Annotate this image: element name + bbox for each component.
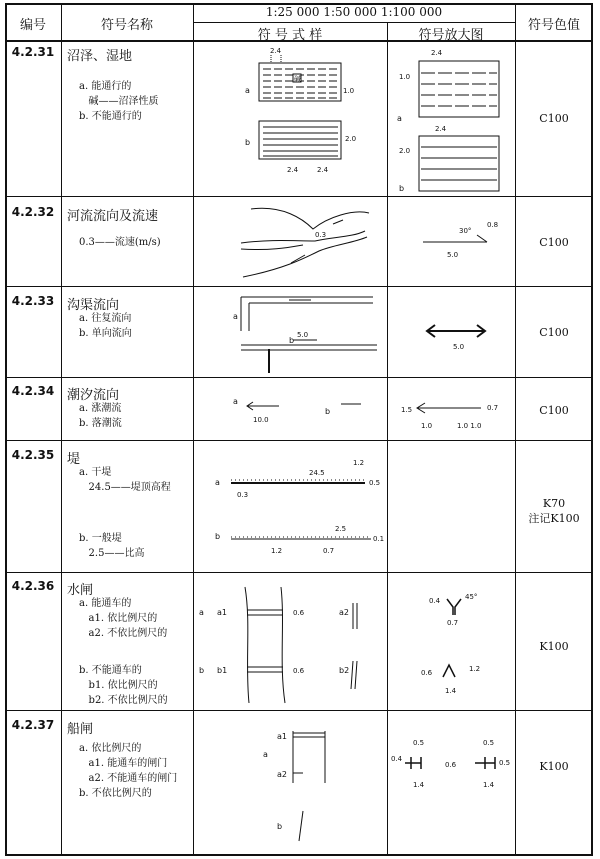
dim-label: 45° — [465, 593, 478, 601]
variant-label-b: b — [325, 407, 331, 416]
row-color: C100 — [539, 112, 569, 125]
dim-label: 0.5 — [369, 479, 381, 487]
dim-label: 2.0 — [345, 135, 357, 143]
ditch-flow-symbol — [193, 287, 387, 377]
header-style: 符 号 式 样 — [257, 28, 323, 43]
row-name: 船闸 — [67, 722, 94, 737]
row-code: 4.2.33 — [11, 294, 55, 308]
variant-label-a2: a2 — [277, 770, 287, 779]
row-color: C100 — [539, 404, 569, 417]
elevation-label: 24.5 — [309, 469, 325, 477]
river-flow-detail — [387, 197, 515, 286]
dim-label: 0.1 — [373, 535, 385, 543]
variant-label-a: a — [245, 86, 250, 95]
variant-label-a: a — [199, 608, 204, 617]
variant-label-b: b — [277, 822, 283, 831]
header-name: 符号名称 — [100, 18, 153, 33]
row-color: K100 — [539, 640, 569, 653]
dim-label: 0.6 — [421, 669, 433, 677]
variant-label-b: b — [289, 336, 295, 345]
row-code: 4.2.34 — [11, 384, 55, 398]
variant-label-a: a — [233, 312, 238, 321]
dim-label: 1.0 — [343, 87, 355, 95]
row-sub-a: a. 干堤 24.5——堤顶高程 — [79, 467, 171, 493]
dim-label: 0.4 — [429, 597, 441, 605]
dim-label: 5.0 — [297, 331, 309, 339]
dim-label: 0.7 — [487, 404, 499, 412]
symbol-table — [5, 3, 593, 856]
row-color: C100 — [539, 326, 569, 339]
variant-label-b: b — [199, 666, 205, 675]
row-color: C100 — [539, 236, 569, 249]
header-code: 编号 — [19, 18, 46, 33]
dim-label: 10.0 — [253, 416, 269, 424]
sluice-symbol — [193, 573, 387, 710]
variant-label-a: a — [215, 478, 220, 487]
dim-label: 1.0 — [421, 422, 433, 430]
ship-lock-detail — [387, 711, 515, 856]
row-code: 4.2.36 — [11, 579, 55, 593]
row-code: 4.2.32 — [11, 205, 55, 219]
row-sub: a. 能通行的 碱——沼泽性质 b. 不能通行的 — [79, 81, 159, 122]
dim-label: 1.0 1.0 — [457, 422, 482, 430]
marsh-detail — [387, 41, 515, 196]
header-detail: 符号放大图 — [418, 28, 484, 43]
dim-label: 0.5 — [499, 759, 511, 767]
dim-label: 2.4 — [270, 47, 282, 55]
col-divider-code — [61, 3, 62, 856]
variant-label-b2: b2 — [339, 666, 350, 675]
dim-label: 0.3 — [237, 491, 249, 499]
variant-label-b: b — [215, 532, 221, 541]
dim-label: 0.8 — [487, 221, 499, 229]
dim-label: 0.4 — [391, 755, 403, 763]
row-code: 4.2.31 — [11, 45, 55, 59]
variant-label-a: a — [233, 397, 238, 406]
dim-label: 1.4 — [483, 781, 495, 789]
variant-label-b1: b1 — [217, 666, 228, 675]
variant-label-a1: a1 — [277, 732, 287, 741]
height-label: 2.5 — [335, 525, 347, 533]
ship-lock-symbol — [193, 711, 387, 856]
dim-label: 1.0 — [399, 73, 411, 81]
dim-label: 2.0 — [399, 147, 411, 155]
dim-label: 2.4 — [287, 166, 299, 174]
variant-label-a: a — [397, 114, 402, 123]
row-sub-b: b. 一般堤 2.5——比高 — [79, 533, 145, 559]
row-name: 潮汐流向 — [67, 388, 120, 403]
dim-label: 0.6 — [293, 609, 305, 617]
row-sub: 0.3——流速(m/s) — [79, 237, 161, 248]
dim-label: 1.2 — [353, 459, 365, 467]
row-sub-a: a. 能通车的 a1. 依比例尺的 a2. 不依比例尺的 — [79, 598, 168, 639]
header-split-line — [193, 22, 515, 23]
variant-label-a2: a2 — [339, 608, 349, 617]
row-sub: a. 依比例尺的 a1. 能通车的闸门 a2. 不能通车的闸门 b. 不依比例尺的 — [79, 743, 178, 799]
row-name: 沟渠流向 — [67, 298, 120, 313]
variant-label-a1: a1 — [217, 608, 227, 617]
dim-label: 5.0 — [453, 343, 465, 351]
dim-label: 1.4 — [445, 687, 457, 695]
variant-label-b: b — [399, 184, 405, 193]
row-sub-b: b. 不能通车的 b1. 依比例尺的 b2. 不依比例尺的 — [79, 665, 168, 706]
dim-label: 0.7 — [323, 547, 335, 555]
dim-label: 1.2 — [469, 665, 481, 673]
dim-label: 30° — [459, 227, 472, 235]
header-scales: 1:25 000 1:50 000 1:100 000 — [265, 5, 443, 19]
dim-label: 0.5 — [483, 739, 495, 747]
dim-label: 1.4 — [413, 781, 425, 789]
row-code: 4.2.37 — [11, 718, 55, 732]
dike-symbol — [193, 441, 387, 572]
dim-label: 0.6 — [445, 761, 457, 769]
dim-label: 0.6 — [293, 667, 305, 675]
row-color: K100 — [539, 760, 569, 773]
row-sub: a. 涨潮流 b. 落潮流 — [79, 403, 122, 429]
row-sub: a. 往复流向 b. 单向流向 — [79, 313, 132, 339]
col-divider-color — [515, 3, 516, 856]
sluice-detail — [387, 573, 515, 710]
dim-label: 1.5 — [401, 406, 413, 414]
ditch-flow-detail — [387, 287, 515, 377]
salt-mark: 碱 — [294, 75, 301, 83]
tide-flow-detail — [387, 378, 515, 440]
row-name: 堤 — [67, 452, 81, 467]
dim-label: 2.4 — [431, 49, 443, 57]
speed-label: 0.3 — [315, 231, 327, 239]
dim-label: 1.2 — [271, 547, 283, 555]
dim-label: 0.5 — [413, 739, 425, 747]
tide-flow-symbol — [193, 378, 387, 440]
dim-label: 2.4 — [435, 125, 447, 133]
row-code: 4.2.35 — [11, 448, 55, 462]
row-name: 沼泽、湿地 — [67, 49, 133, 64]
variant-label-b: b — [245, 138, 251, 147]
dim-label: 2.4 — [317, 166, 329, 174]
dim-label: 5.0 — [447, 251, 459, 259]
dim-label: 0.7 — [447, 619, 459, 627]
row-name: 河流流向及流速 — [67, 209, 159, 224]
row-name: 水闸 — [67, 583, 94, 598]
variant-label-a: a — [263, 750, 268, 759]
row-color: K70 注记K100 — [528, 497, 580, 525]
header-color: 符号色值 — [527, 18, 580, 33]
marsh-symbol — [193, 41, 387, 196]
river-flow-symbol — [193, 197, 387, 286]
